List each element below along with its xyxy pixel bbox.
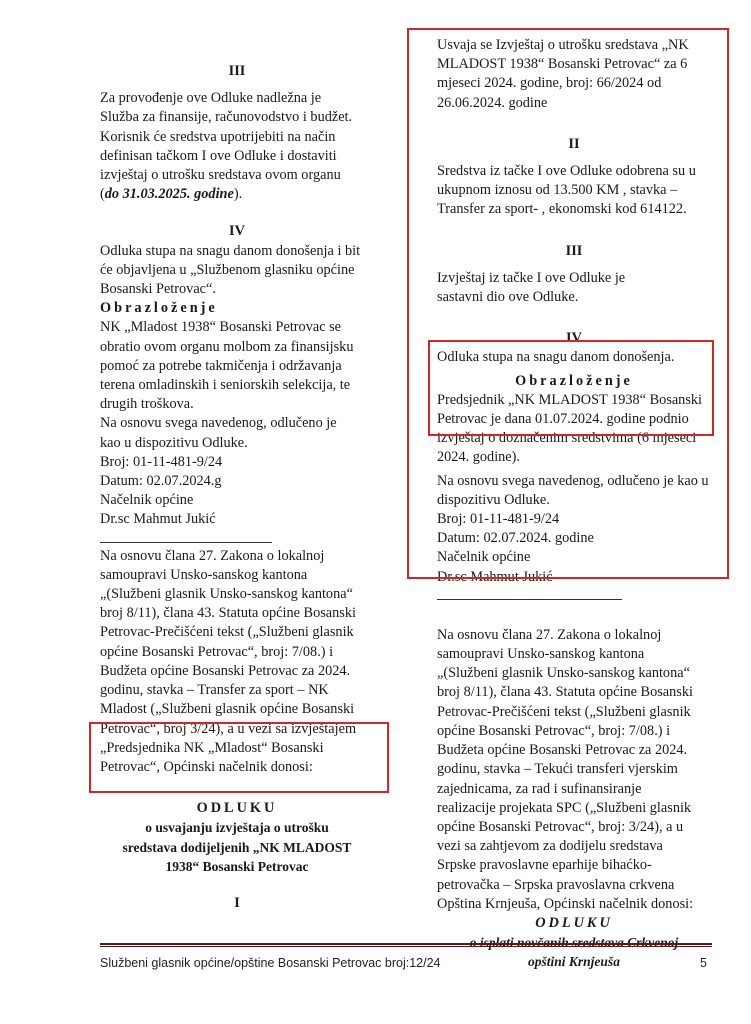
preamble-line: zajednicama, za rad i sufinansiranje	[437, 780, 642, 797]
deadline-open: (	[100, 186, 105, 203]
paragraph-line: drugih troškova.	[100, 396, 194, 413]
signatory-title: Načelnik općine	[100, 492, 194, 509]
reference-number: Broj: 01-11-481-9/24	[437, 511, 560, 528]
paragraph-line: Služba za finansije, računovodstvo i budžet.	[100, 109, 353, 126]
preamble-line: Mladost („Službeni glasnik općine Bosanski	[100, 701, 355, 718]
footer-publication: Službeni glasnik općine/opštine Bosanski Petrovac broj:12/24	[100, 956, 441, 970]
paragraph-line: Petrovac je dana 01.07.2024. godine podnio	[437, 411, 689, 428]
decision-subtitle: o usvajanju izvještaja o utrošku	[145, 820, 329, 836]
preamble-line: godinu, stavka – Transfer za sport – NK	[100, 682, 329, 699]
footer-rule-thin	[100, 946, 712, 947]
paragraph-line: definisan tačkom I ove Odluke i dostaviti	[100, 147, 337, 164]
paragraph-line: 26.06.2024. godine	[437, 94, 548, 111]
paragraph-line: Korisnik će sredstva upotrijebiti na način	[100, 128, 336, 145]
signatory-name: Dr.sc Mahmut Jukić	[100, 511, 216, 528]
signatory-title: Načelnik općine	[437, 549, 531, 566]
preamble-line: broj 8/11), člana 43. Statuta općine Bosanski	[100, 605, 356, 622]
section-title: III	[228, 63, 246, 79]
paragraph-line: obratio ovom organu molbom za finansijsku	[100, 338, 354, 355]
paragraph-line: MLADOST 1938“ Bosanski Petrovac“ za 6	[437, 56, 688, 73]
paragraph-line: Predsjednik „NK MLADOST 1938“ Bosanski	[437, 391, 703, 408]
footer-rule	[100, 943, 712, 945]
preamble-line: „Predsjednika NK „Mladost“ Bosanski	[100, 739, 324, 756]
paragraph-line: Odluka stupa na snagu danom donošenja i bit	[100, 242, 361, 259]
paragraph-line: pomoć za potrebe takmičenja i održavanja	[100, 357, 342, 374]
page-number: 5	[700, 956, 707, 970]
paragraph-line: Sredstva iz tačke I ove Odluke odobrena su u	[437, 163, 696, 180]
preamble-line: vezi sa zahtjevom za dodijelu sredstava	[437, 838, 663, 855]
obrazlozenje-heading: Obrazloženje	[515, 372, 633, 389]
decision-subtitle: opštini Krnjeuša	[528, 954, 620, 970]
preamble-line: samoupravi Unsko-sanskog kantona	[100, 566, 308, 583]
paragraph-line: Na osnovu svega navedenog, odlučeno je	[100, 415, 337, 432]
signatory-name: Dr.sc Mahmut Jukić	[437, 568, 553, 585]
deadline-line	[100, 185, 374, 204]
paragraph-line: NK „Mladost 1938“ Bosanski Petrovac se	[100, 319, 342, 336]
document-date: Datum: 02.07.2024. godine	[437, 530, 594, 547]
paragraph-line: mjeseci 2024. godine, broj: 66/2024 od	[437, 75, 662, 92]
paragraph-line: izvještaj o utrošku sredstava ovom organu	[100, 167, 341, 184]
preamble-line: Petrovac“, broj 3/24), a u vezi sa izvještajem	[100, 720, 357, 737]
preamble-line: godinu, stavka – Tekući transferi vjerskim	[437, 761, 678, 778]
decision-subtitle: sredstava dodijeljenih „NK MLADOST	[122, 839, 352, 855]
section-title: IV	[566, 330, 582, 347]
preamble-line: samoupravi Unsko-sanskog kantona	[437, 646, 645, 663]
preamble-line: Petrovac“, Općinski načelnik donosi:	[100, 758, 313, 775]
paragraph-line: Odluka stupa na snagu danom donošenja.	[437, 349, 675, 366]
paragraph-line: Usvaja se Izvještaj o utrošku sredstava „NK	[437, 37, 689, 53]
paragraph-line: će objavljena u „Službenom glasniku općine	[100, 261, 355, 278]
paragraph-line: ukupnom iznosu od 13.500 KM , stavka –	[437, 182, 678, 199]
section-title: IV	[229, 223, 245, 240]
preamble-line: općine Bosanski Petrovac“, broj: 3/24), a u	[437, 818, 684, 835]
preamble-line: Petrovac-Prečišćeni tekst („Službeni glasnik	[100, 624, 354, 641]
decision-subtitle: 1938“ Bosanski Petrovac	[165, 858, 309, 874]
deadline-date: do 31.03.2025. godine	[104, 186, 234, 203]
preamble-line: Srpske pravoslavne eparhije bihaćko-	[437, 857, 652, 874]
paragraph-line: kao u dispozitivu Odluke.	[100, 434, 248, 451]
section-title: II	[568, 135, 580, 152]
highlight-box-obrazlozenje	[428, 340, 714, 436]
deadline-close: ).	[233, 186, 243, 203]
preamble-line: Na osnovu člana 27. Zakona o lokalnoj	[100, 547, 325, 564]
document-date: Datum: 02.07.2024.g	[100, 473, 222, 490]
paragraph-line: Na osnovu svega navedenog, odlučeno je kao u	[437, 472, 709, 489]
preamble-line: općine Bosanski Petrovac“, broj: 7/08.) i	[100, 643, 334, 660]
paragraph-line: sastavni dio ove Odluke.	[437, 289, 579, 306]
highlight-box-izvjestaj	[89, 722, 389, 793]
preamble-line: petrovačka – Srpska pravoslavna crkvena	[437, 876, 675, 893]
obrazlozenje-heading: Obrazloženje	[100, 300, 218, 317]
paragraph-line: dispozitivu Odluke.	[437, 491, 550, 508]
preamble-line: broj 8/11), člana 43. Statuta općine Bosanski	[437, 684, 693, 701]
paragraph-line: Izvještaj iz tačke I ove Odluke je	[437, 269, 626, 286]
preamble-line: Budžeta općine Bosanski Petrovac za 2024.	[100, 662, 351, 679]
section-title: III	[565, 242, 583, 259]
paragraph-line: Transfer za sport- , ekonomski kod 614122.	[437, 201, 687, 218]
section-title: I	[234, 894, 240, 911]
paragraph-line: 2024. godine).	[437, 449, 520, 466]
preamble-line: „(Službeni glasnik Unsko-sanskog kantona“	[437, 665, 690, 682]
decision-heading: ODLUKU	[535, 914, 613, 931]
reference-number: Broj: 01-11-481-9/24	[100, 453, 223, 470]
preamble-line: Na osnovu člana 27. Zakona o lokalnoj	[437, 626, 662, 643]
preamble-line: Petrovac-Prečišćeni tekst („Službeni glasnik	[437, 703, 691, 720]
paragraph-line: terena omladinskih i seniorskih selekcija, te	[100, 377, 351, 394]
paragraph-line: Bosanski Petrovac“.	[100, 281, 216, 298]
paragraph-line: Za provođenje ove Odluke nadležna je	[100, 90, 322, 107]
preamble-line: „(Službeni glasnik Unsko-sanskog kantona“	[100, 586, 353, 603]
decision-heading: ODLUKU	[196, 800, 278, 817]
preamble-line: općine Bosanski Petrovac“, broj: 7/08.) i	[437, 722, 671, 739]
preamble-line: realizacije projekata SPC („Službeni glasnik	[437, 799, 692, 816]
preamble-line: Budžeta općine Bosanski Petrovac za 2024.	[437, 742, 688, 759]
preamble-line: Opština Krnjeuša, Općinski načelnik donosi:	[437, 895, 694, 912]
highlight-box-right-decision	[407, 28, 729, 579]
paragraph-line: izvještaj o doznačenim sredstvima (6 mjeseci	[437, 430, 697, 447]
